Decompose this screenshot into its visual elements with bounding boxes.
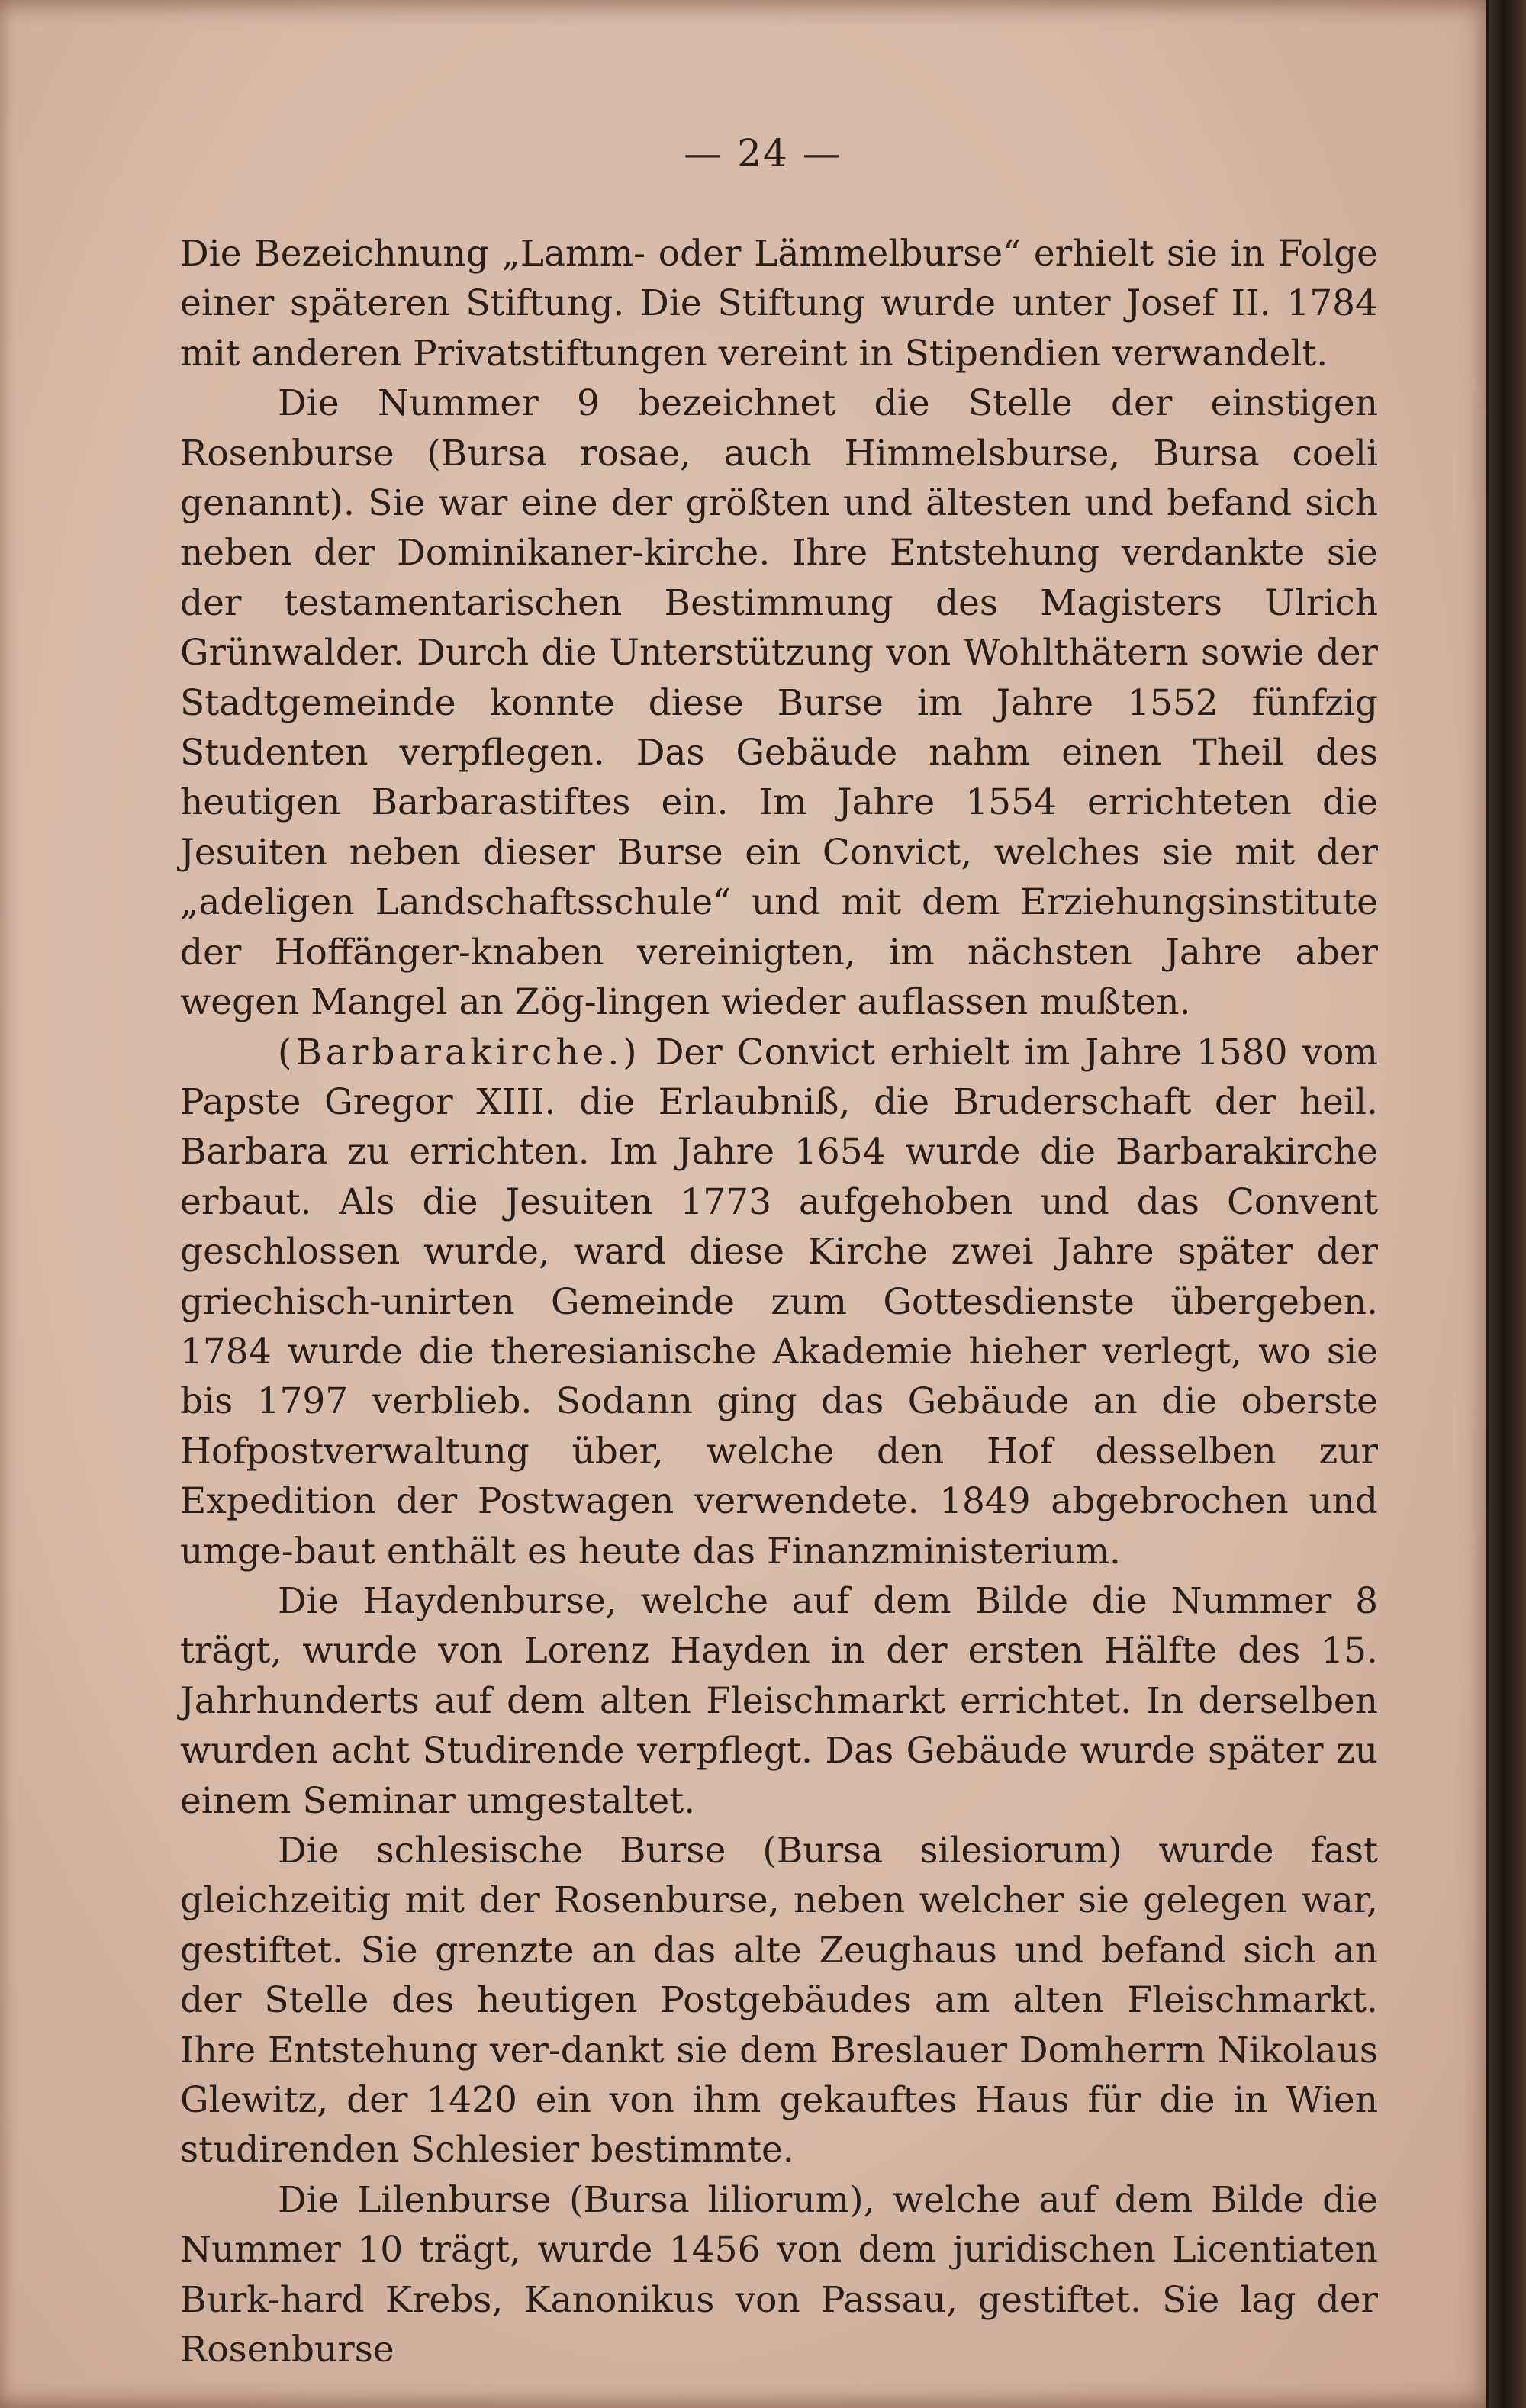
paragraph-schlesische-burse: Die schlesische Burse (Bursa silesiorum) wurde fast gleichzeitig mit der Rosenburse, neben welcher sie gelegen war, gestiftet. Sie grenzte an das alte Zeughaus und befand sich an der Stelle des heutigen Postgebäudes am alten Fleischmarkt. Ihre Entstehung ver-dankt sie dem Breslauer Domherrn Nikolaus Glewitz, der 1420 ein von ihm gekauftes Haus für die in Wien studirenden Schlesier bestimmte. [180,1830,1378,2171]
paragraph-haydenburse: Die Haydenburse, welche auf dem Bilde die Nummer 8 trägt, wurde von Lorenz Hayden in der ersten Hälfte des 15. Jahrhunderts auf dem alten Fleischmarkt errichtet. In derselben wurden acht Studirende verpflegt. Das Gebäude wurde später zu einem Seminar umgestaltet. [180,1579,1378,1822]
book-binding-edge [1489,0,1526,2408]
paragraph-lammburse: Die Bezeichnung „Lamm- oder Lämmelburse“ erhielt sie in Folge einer späteren Stiftung. Die Stiftung wurde unter Josef II. 1784 mit anderen Privatstiftungen vereint in Stipendien verwandelt. [180,233,1378,375]
body-text [180,229,1378,2374]
paragraph-rosenburse: Die Nummer 9 bezeichnet die Stelle der einstigen Rosenburse (Bursa rosae, auch Himmelsburse, Bursa coeli genannt). Sie war eine der größten und ältesten und befand sich neben der Dominikaner-kirche. Ihre Entstehung verdankte sie der testamentarischen Bestimmung des Magisters Ulrich Grünwalder. Durch die Unterstützung von Wohlthätern sowie der Stadtgemeinde konnte diese Burse im Jahre 1552 fünfzig Studenten verpflegen. Das Gebäude nahm einen Theil des heutigen Barbarastiftes ein. Im Jahre 1554 errichteten die Jesuiten neben dieser Burse ein Convict, welches sie mit der „adeligen Landschaftsschule“ und mit dem Erziehungsinstitute der Hoffänger-knaben vereinigten, im nächsten Jahre aber wegen Mangel an Zög-lingen wieder auflassen mußten. [180,382,1378,1024]
paragraph-lilenburse: Die Lilenburse (Bursa liliorum), welche auf dem Bilde die Nummer 10 trägt, wurde 1456 von dem juridischen Licentiaten Burk-hard Krebs, Kanonikus von Passau, gestiftet. Sie lag der Rosenburse [180,2178,1378,2371]
paragraph-barbarakirche [180,1028,1378,1576]
page-number: — 24 — [684,131,842,175]
barbarakirche-text: Der Convict erhielt im Jahre 1580 vom Papste Gregor XIII. die Erlaubniß, die Bruderschaft der heil. Barbara zu errichten. Im Jahre 1654 wurde die Barbarakirche erbaut. Als die Jesuiten 1773 aufgehoben und das Convent geschlossen wurde, ward diese Kirche zwei Jahre später der griechisch-unirten Gemeinde zum Gottesdienste übergeben. 1784 wurde die theresianische Akademie hieher verlegt, wo sie bis 1797 verblieb. Sodann ging das Gebäude an die oberste Hofpostverwaltung über, welche den Hof desselben zur Expedition der Postwagen verwendete. 1849 abgebrochen und umge-baut enthält es heute das Finanzministerium. [180,1031,1378,1573]
barbarakirche-heading: (Barbarakirche.) [278,1031,641,1074]
